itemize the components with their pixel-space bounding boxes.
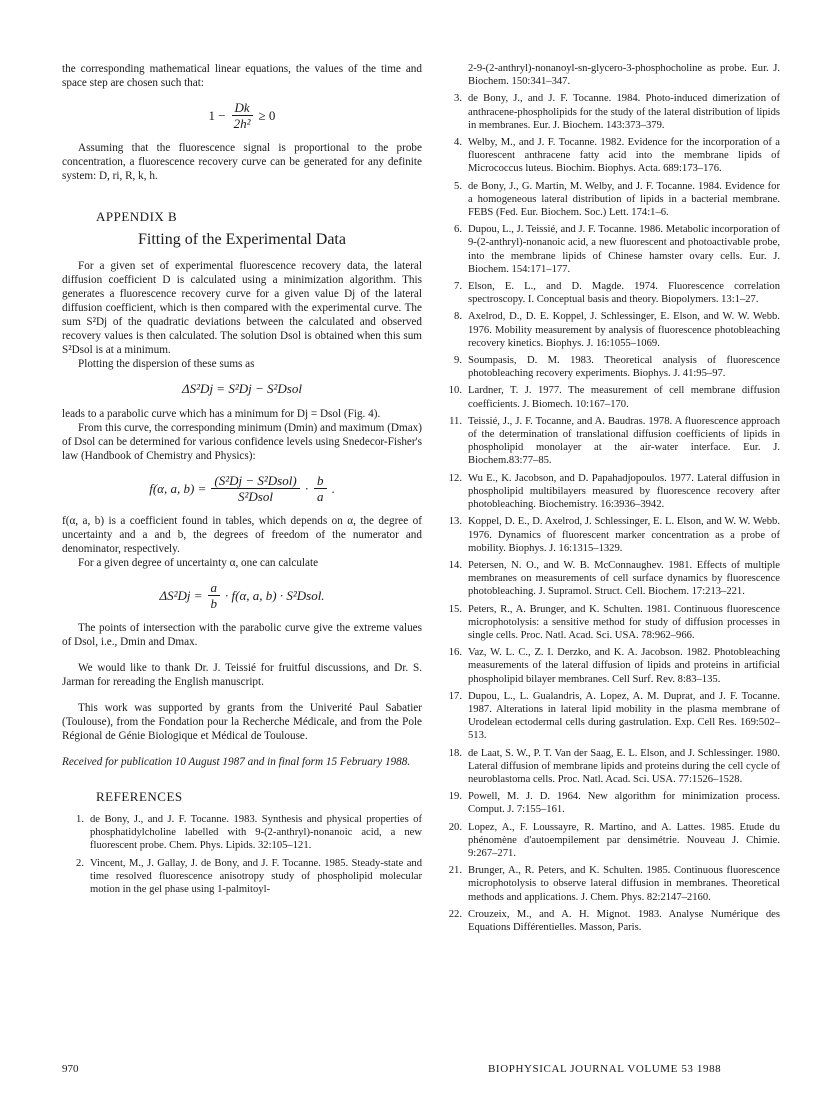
reference-continuation-text: 2-9-(2-anthryl)-nonanoyl-sn-glycero-3-phosphocholine as probe. Eur. J. Biochem. 150:341–347. xyxy=(468,63,780,88)
reference-item xyxy=(62,857,422,897)
reference-text: Koppel, D. E., D. Axelrod, J. Schlessinger, E. L. Elson, and W. W. Webb. 1976. Dynamics of fluorescent marker concentration as a probe of mobility. Biophys. J. 16:1315–1329. xyxy=(468,516,780,554)
eq1-numerator: Dk xyxy=(232,100,253,116)
equation-dispersion: ΔS²Dj = S²Dj − S²Dsol xyxy=(182,381,302,396)
reference-number: 17. xyxy=(448,690,462,702)
reference-text: de Bony, J., and J. F. Tocanne. 1983. Synthesis and physical properties of phosphatidylcholine labelled with 9-(2-anthryl)-nonanoic acid, a new fluorescent probe. Chem. Phys. Lipids. 32:105–121. xyxy=(90,814,422,852)
reference-item xyxy=(440,223,780,276)
intro-paragraph: the corresponding mathematical linear equations, the values of the time and space step are chosen such that: xyxy=(62,63,422,89)
reference-number: 8. xyxy=(454,311,462,323)
reference-item xyxy=(440,415,780,468)
reference-item xyxy=(440,384,780,410)
reference-number: 12. xyxy=(448,472,462,484)
references-title: REFERENCES xyxy=(96,789,183,804)
reference-text: Wu E., K. Jacobson, and D. Papahadjopoulos. 1977. Lateral diffusion in phospholipid multibilayers measured by fluorescence recovery after photobleaching. Biochemistry. 16:3936–3942. xyxy=(468,472,780,511)
reference-text: Crouzeix, M., and A. H. Mignot. 1983. Analyse Numérique des Equations Différentielles. Masson, Paris. xyxy=(468,908,780,933)
reference-item xyxy=(62,813,422,853)
reference-item xyxy=(440,908,780,934)
reference-number: 15. xyxy=(448,603,462,615)
reference-text: Dupou, L., L. Gualandris, A. Lopez, A. M. Duprat, and J. F. Tocanne. 1987. Alterations in lateral lipid mobility in the plasma membrane of Urodelean ectodermal cells during gastrulation. Exp. Cell Res. 169:502–513. xyxy=(468,690,780,742)
eq1-denominator: 2h² xyxy=(233,116,251,131)
reference-text: Vincent, M., J. Gallay, J. de Bony, and J. F. Tocanne. 1985. Steady-state and time resolved fluorescence anisotropy study of phospholipid molecular motion in the gel phase using 1-palmitoyl- xyxy=(90,857,422,896)
reference-text: Axelrod, D., D. E. Koppel, J. Schlessinger, E. Elson, and W. W. Webb. 1976. Mobility measurement by analysis of fluorescence photobleaching recovery kinetics. Biophys. J. 16:1055–1069. xyxy=(468,311,780,349)
paragraph-fluorescence-signal: Assuming that the fluorescence signal is proportional to the probe concentration, a fluorescence recovery curve can be generated for any definite system: D, ri, R, k, h. xyxy=(62,142,422,182)
left-column xyxy=(62,62,422,900)
eq3-dot: · xyxy=(304,480,309,496)
reference-text: Powell, M. J. D. 1964. New algorithm for minimization process. Comput. J. 7:155–161. xyxy=(468,791,780,816)
reference-number: 1. xyxy=(76,814,84,825)
page-number: 970 xyxy=(62,1063,79,1075)
appendix-title: APPENDIX B xyxy=(96,209,178,224)
equation-stability xyxy=(62,100,422,131)
eq4-rhs: · f(α, a, b) · S²Dsol. xyxy=(225,587,325,603)
reference-item xyxy=(440,747,780,787)
reference-number: 3. xyxy=(454,93,462,105)
eq4-fraction xyxy=(208,580,221,611)
paragraph-intersection: The points of intersection with the parabolic curve give the extreme values of Dsol, i.e., Dmin and Dmax. xyxy=(62,622,422,648)
acknowledgements: We would like to thank Dr. J. Teissié for fruitful discussions, and Dr. S. Jarman for rereading the English manuscript. xyxy=(62,662,422,688)
paragraph-parabolic: leads to a parabolic curve which has a minimum for Dj = Dsol (Fig. 4). xyxy=(62,408,381,420)
reference-item xyxy=(440,559,780,599)
reference-number: 13. xyxy=(448,516,462,528)
reference-text: Brunger, A., R. Peters, and K. Schulten. 1985. Continuous fluorescence microphotolysis to observe lateral diffusion in membranes. Theoretical methods and applications. J. Chem. Phys. 82:2147–2160. xyxy=(468,865,780,903)
eq4-denominator: b xyxy=(210,596,217,611)
reference-number: 16. xyxy=(448,647,462,659)
reference-number: 14. xyxy=(448,559,462,571)
eq1-fraction xyxy=(231,100,254,131)
references-list-right xyxy=(440,92,780,934)
eq3-numerator-1: (S²Dj − S²Dsol) xyxy=(211,473,299,489)
reference-number: 10. xyxy=(448,385,462,397)
reference-number: 5. xyxy=(454,180,462,192)
reference-text: Peters, R., A. Brunger, and K. Schulten. 1981. Continuous fluorescence microphotolysis: a sensitive method for study of diffusion processes in single cells. Proc. Natl. Acad. Sci. USA. 78:962–966. xyxy=(468,603,780,641)
eq3-lhs: f(α, a, b) = xyxy=(149,480,207,496)
reference-number: 22. xyxy=(448,908,462,920)
reference-item xyxy=(440,280,780,306)
eq3-denominator-1: S²Dsol xyxy=(238,489,273,504)
journal-footer: BIOPHYSICAL JOURNAL VOLUME 53 1988 xyxy=(488,1063,722,1075)
reference-item xyxy=(440,515,780,555)
reference-number: 2. xyxy=(76,857,84,869)
reference-text: Vaz, W. L. C., Z. I. Derzko, and K. A. Jacobson. 1982. Photobleaching measurements of the lateral diffusion of lipids and proteins in artificial phospholipid bilayer membranes. Cell Surf. Rev. 8:83–135. xyxy=(468,647,780,685)
eq4-lhs: ΔS²Dj = xyxy=(159,587,203,603)
funding-statement: This work was supported by grants from the Univerité Paul Sabatier (Toulouse), from the Fondation pour la Recherche Médicale, and from the Pole Régional de Génie Biologique et Médical de Toulouse. xyxy=(62,702,422,742)
paragraph-uncertainty: For a given degree of uncertainty α, one can calculate xyxy=(78,557,319,569)
paragraph-snedecor: From this curve, the corresponding minimum (Dmin) and maximum (Dmax) of Dsol can be determined for various confidence levels using Snedecor-Fisher's law (Handbook of Chemistry and Physics): xyxy=(62,422,422,462)
reference-text: de Laat, S. W., P. T. Van der Saag, E. L. Elson, and J. Schlessinger. 1980. Lateral diffusion of membrane lipids and proteins during the cell cycle of neuroblastoma cells. Proc. Natl. Acad. Sci. USA. 77:1526–1528. xyxy=(468,747,780,785)
reference-text: Teissié, J., J. F. Tocanne, and A. Baudras. 1978. A fluorescence approach of the determination of translational diffusion coefficients of lipids in phospholipid monolayer at the air-water interface. Eur. J. Biochem.83:77–85. xyxy=(468,415,780,467)
reference-item xyxy=(440,136,780,176)
eq3-end: . xyxy=(331,480,335,496)
eq1-lhs: 1 − xyxy=(208,107,226,123)
reference-item xyxy=(440,646,780,686)
appendix-subtitle: Fitting of the Experimental Data xyxy=(138,231,346,248)
reference-text: Soumpasis, D. M. 1983. Theoretical analysis of fluorescence photobleaching recovery experiments. Biophys. J. 41:95–97. xyxy=(468,355,780,380)
reference-item xyxy=(440,603,780,643)
received-date: Received for publication 10 August 1987 and in final form 15 February 1988. xyxy=(62,756,411,768)
eq3-fraction-2 xyxy=(314,473,327,504)
reference-item xyxy=(440,92,780,132)
eq4-numerator: a xyxy=(208,580,221,596)
reference-number: 18. xyxy=(448,747,462,759)
reference-number: 6. xyxy=(454,224,462,236)
reference-text: Welby, M., and J. F. Tocanne. 1982. Evidence for the incorporation of a fluorescent anthracene fatty acid into the membrane lipids of Micrococcus luteus. Biochim. Biophys. Acta. 689:173–176. xyxy=(468,137,780,175)
reference-item xyxy=(440,472,780,512)
reference-item xyxy=(440,310,780,350)
reference-text: Lopez, A., F. Loussayre, R. Martino, and A. Lattes. 1985. Etude du phénomène d'autoempilement par densimétrie. Nouveau J. Chimie. 9:267–271. xyxy=(468,821,780,859)
reference-number: 7. xyxy=(454,281,462,293)
paragraph-fitting: For a given set of experimental fluorescence recovery data, the lateral diffusion coefficient D is calculated using a minimization algorithm. This generates a fluorescence recovery curve for a given value Dj of the lateral diffusion coefficient, which is then compared with the experimental curve. The sum S²Dj of the quadratic deviations between the calculated and observed recovery values is then calculated. The solution Dsol is obtained when this sum S²Dsol is at a minimum. xyxy=(62,260,422,356)
eq3-numerator-2: b xyxy=(314,473,327,489)
reference-text: de Bony, J., G. Martin, M. Welby, and J. F. Tocanne. 1984. Evidence for a homogeneous lateral distribution of lipids in a bacterial membrane. FEBS (Fed. Eur. Biochem. Soc.) Lett. 174:1–6. xyxy=(468,180,780,219)
reference-number: 19. xyxy=(448,791,462,803)
reference-number: 4. xyxy=(454,137,462,149)
reference-continuation xyxy=(440,62,780,88)
reference-number: 20. xyxy=(448,821,462,833)
reference-item xyxy=(440,821,780,861)
reference-number: 9. xyxy=(454,355,462,367)
reference-text: Dupou, L., J. Teissié, and J. F. Tocanne. 1986. Metabolic incorporation of 9-(2-anthryl)-nonanoic acid, a new fluorescent and photoactivable probe, into the membrane lipids of Chinese hamster ovary cells. Eur. J. Biochem. 154:171–177. xyxy=(468,224,780,275)
reference-text: Elson, E. L., and D. Magde. 1974. Fluorescence correlation spectroscopy. I. Conceptual basis and theory. Biopolymers. 13:1–27. xyxy=(468,281,780,306)
reference-item xyxy=(440,864,780,904)
reference-number: 11. xyxy=(449,415,462,427)
reference-item xyxy=(440,690,780,743)
eq3-denominator-2: a xyxy=(317,489,324,504)
right-column xyxy=(440,62,780,938)
eq3-fraction-1 xyxy=(211,473,299,504)
reference-text: de Bony, J., and J. F. Tocanne. 1984. Photo-induced dimerization of anthracene-phospholipids for the study of the lateral distribution of lipids in membranes. Eur. J. Biochem. 143:373–379. xyxy=(468,93,780,131)
reference-text: Petersen, N. O., and W. B. McConnaughev. 1981. Effects of multiple membranes on measurements of cell surface dynamics by fluorescence photobleaching. J. Supramol. Struct. Cell. Biochem. 17:213–221. xyxy=(468,559,780,598)
reference-item xyxy=(440,790,780,816)
eq1-rhs: ≥ 0 xyxy=(258,107,276,123)
reference-text: Lardner, T. J. 1977. The measurement of cell membrane diffusion coefficients. J. Biomech. 10:167–170. xyxy=(468,385,780,410)
paragraph-coefficient: f(α, a, b) is a coefficient found in tables, which depends on α, the degree of uncertainty and a and b, the degrees of freedom of the numerator and denominator, respectively. xyxy=(62,515,422,555)
paragraph-plotting: Plotting the dispersion of these sums as xyxy=(78,358,255,370)
equation-fisher xyxy=(62,473,422,504)
reference-item xyxy=(440,180,780,220)
equation-delta-s xyxy=(62,580,422,611)
reference-item xyxy=(440,354,780,380)
reference-number: 21. xyxy=(448,865,462,877)
references-list-left xyxy=(62,813,422,896)
